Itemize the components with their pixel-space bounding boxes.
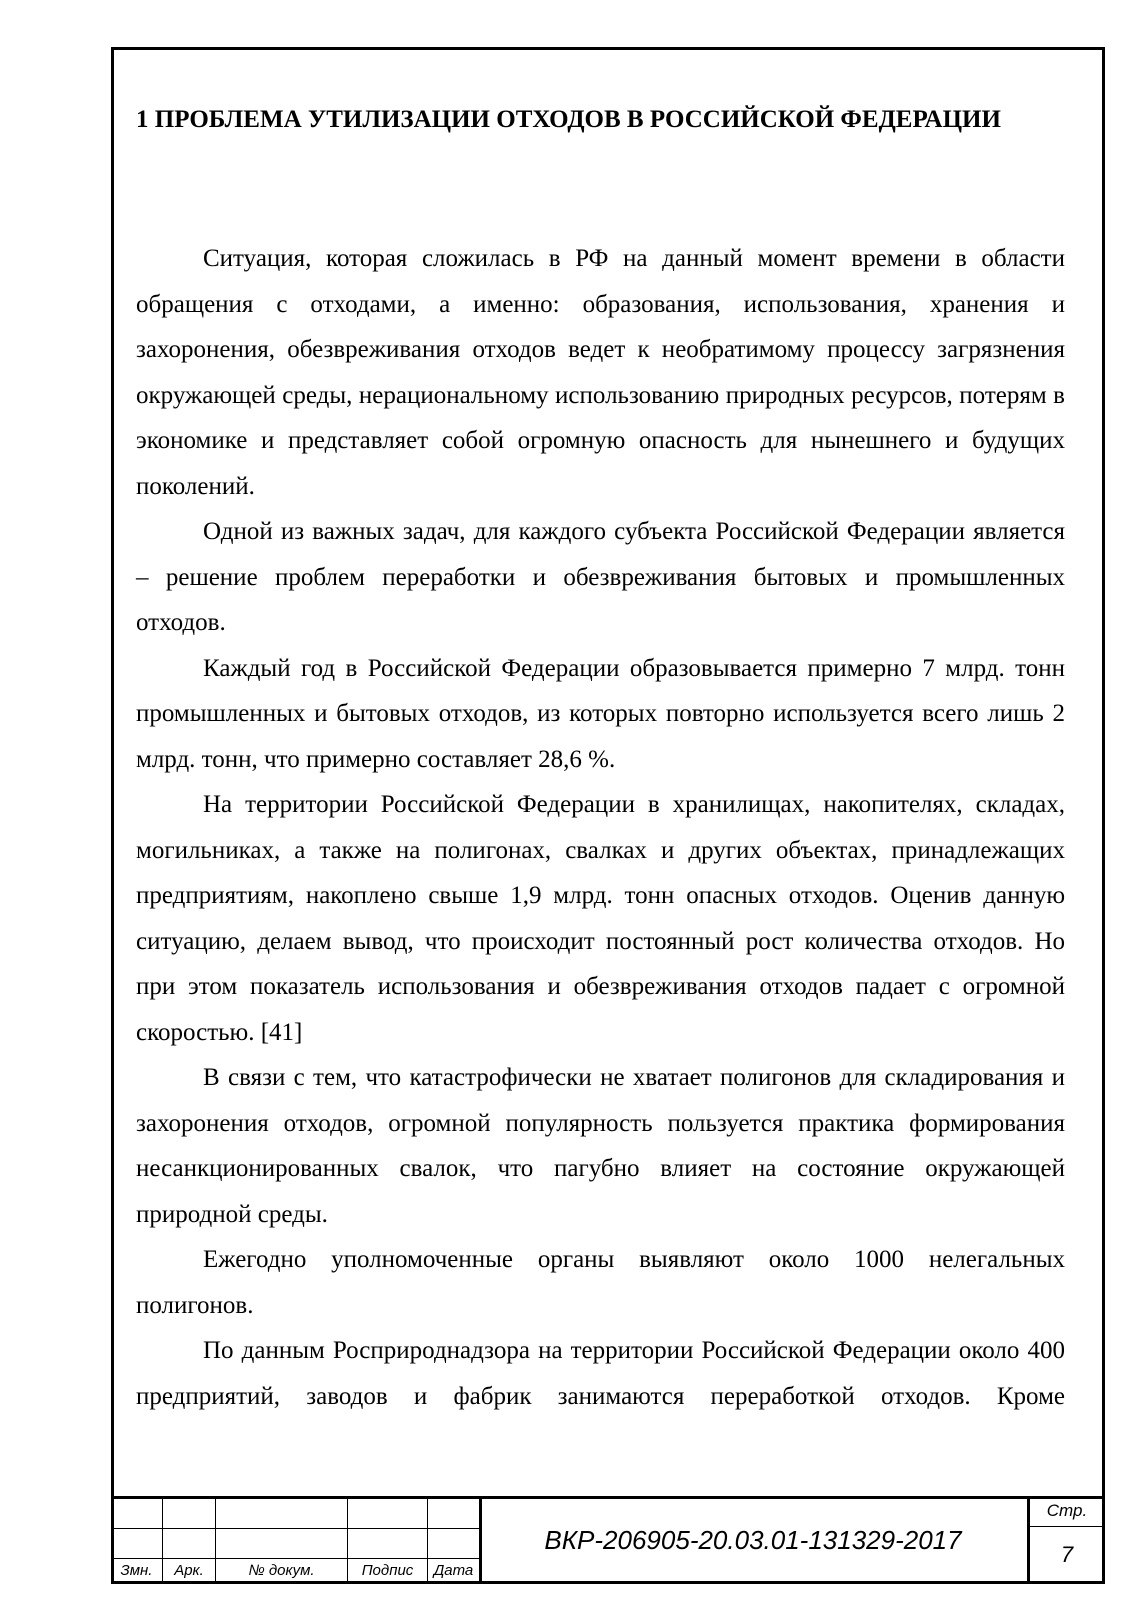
- sheet-label: Стр.: [1046, 1501, 1088, 1520]
- col-izm-label: Змн.: [120, 1562, 153, 1579]
- col-doc-label: № докум.: [248, 1562, 315, 1579]
- paragraph-6: Ежегодно уполномоченные органы выявляют около 1000 нелегальных полигонов.: [136, 1246, 1065, 1319]
- title-block-sheet-divider: [1027, 1496, 1030, 1584]
- paragraph-3: Каждый год в Российской Федерации образовывается примерно 7 млрд. тонн промышленных и бытовых отходов, из которых повторно используется всего лишь 2 млрд. тонн, что примерно составляет 28,6 %.: [136, 654, 1065, 773]
- title-block: [111, 1496, 1105, 1584]
- page-number: 7: [1060, 1542, 1074, 1567]
- paragraph-1: Ситуация, которая сложилась в РФ на данный момент времени в области обращения с отходами, а именно: образования, использования, хранения и захоронения, обезвреживания отходов ведет к необратимому процессу загрязнения окружающей среды, нерациональному использованию природных ресурсов, потерям в экономике и представляет собой огромную опасность для нынешнего и будущих поколений.: [136, 245, 1065, 500]
- title-block-sheet-line: [1027, 1526, 1105, 1527]
- paragraph-5: В связи с тем, что катастрофически не хватает полигонов для складирования и захоронения отходов, огромной популярность пользуется практика формирования несанкционированных свалок, что пагубно влияет на состояние окружающей природной среды.: [136, 1064, 1065, 1228]
- paragraph-4: На территории Российской Федерации в хранилищах, накопителях, складах, могильниках, а также на полигонах, свалках и других объектах, принадлежащих предприятиям, накоплено свыше 1,9 млрд. тонн опасных отходов. Оценив данную ситуацию, делаем вывод, что происходит постоянный рост количества отходов. Но при этом показатель использования и обезвреживания отходов падает с огромной скоростью. [41]: [136, 791, 1065, 1046]
- col-date-label: Дата: [433, 1562, 474, 1579]
- paragraph-7: По данным Росприроднадзора на территории Российской Федерации около 400 предприятий, заводов и фабрик занимаются переработкой отходов. Кроме: [136, 1337, 1065, 1410]
- col-sign-label: Подпис: [361, 1562, 414, 1579]
- section-heading: 1 ПРОБЛЕМА УТИЛИЗАЦИИ ОТХОДОВ В РОССИЙСКОЙ ФЕДЕРАЦИИ: [136, 106, 1001, 133]
- paragraph-2: Одной из важных задач, для каждого субъекта Российской Федерации является – решение проблем переработки и обезвреживания бытовых и промышленных отходов.: [136, 518, 1065, 636]
- body-text: [136, 236, 1065, 1419]
- title-block-col-line-5: [479, 1496, 482, 1584]
- col-list-label: Арк.: [174, 1562, 204, 1579]
- title-block-row-line-1: [111, 1528, 479, 1529]
- document-code: ВКР-206905-20.03.01-131329-2017: [544, 1525, 962, 1555]
- title-block-row-line-2: [111, 1558, 479, 1559]
